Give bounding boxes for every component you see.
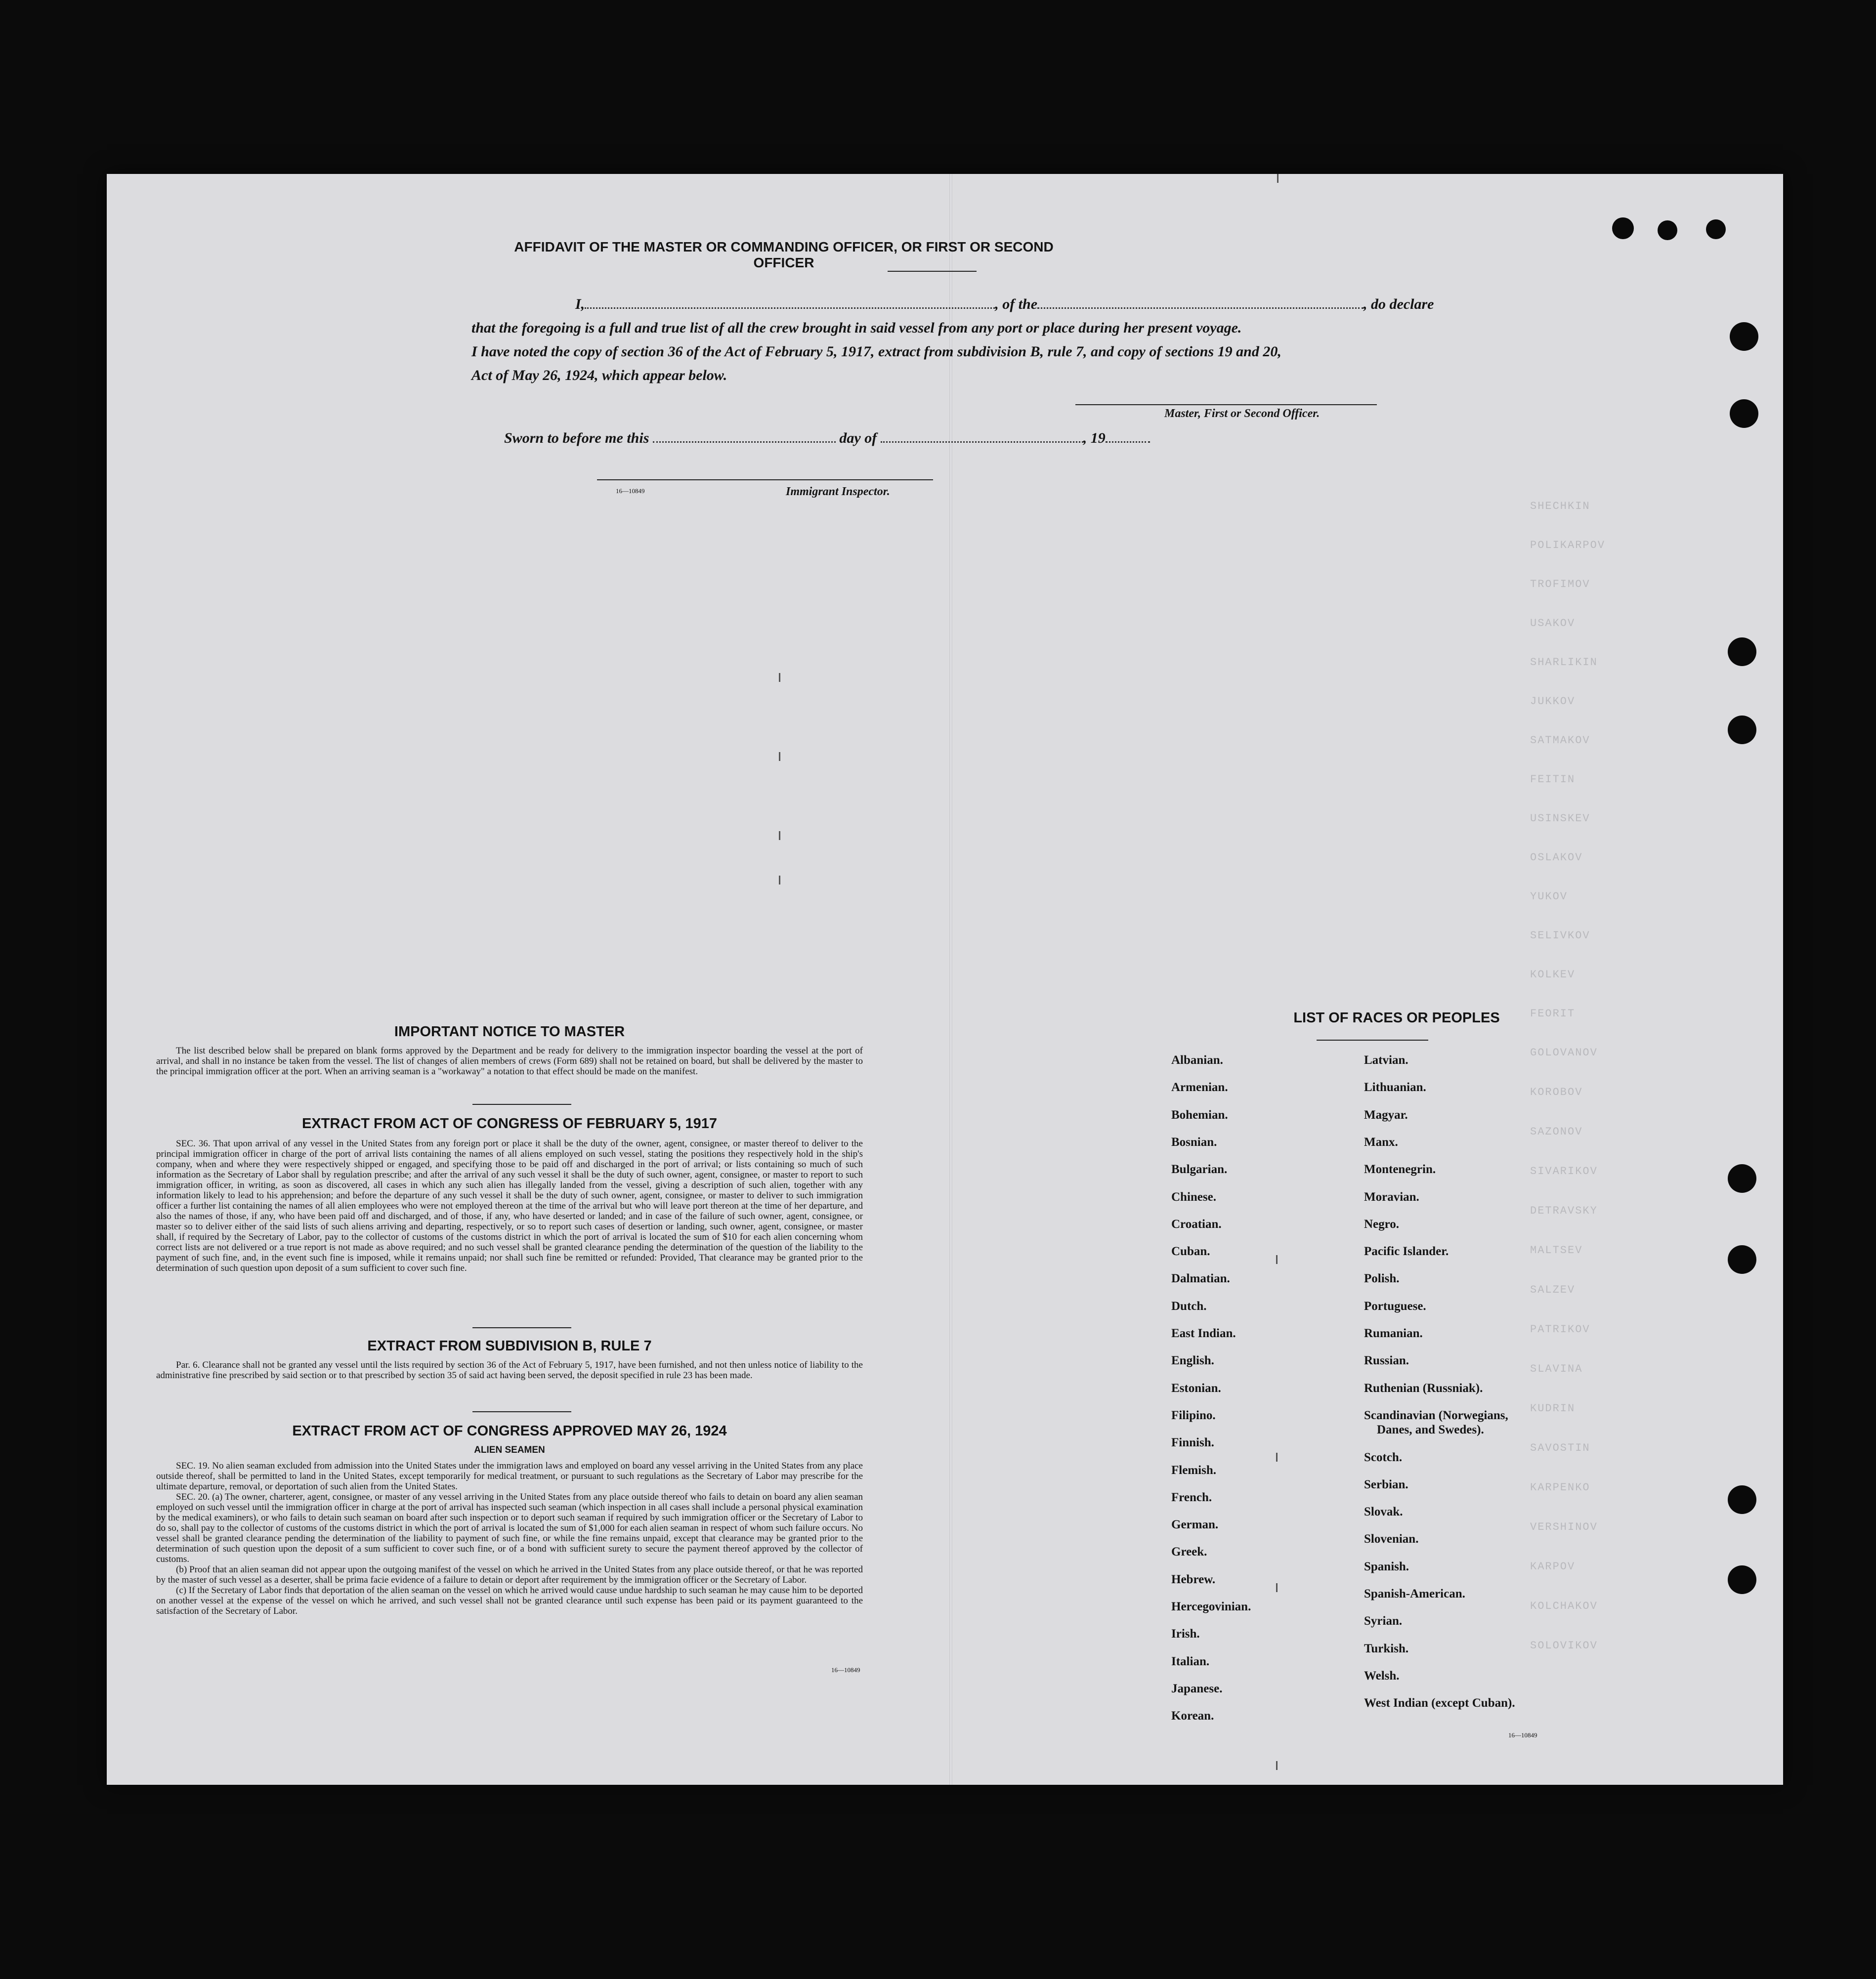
scan-mark — [1276, 1583, 1278, 1592]
race-item: Lithuanian. — [1364, 1081, 1426, 1095]
race-item: Chinese. — [1171, 1190, 1216, 1204]
race-item: Hebrew. — [1171, 1572, 1216, 1586]
race-item: West Indian (except Cuban). — [1364, 1696, 1515, 1710]
scan-mark — [1276, 1255, 1278, 1264]
race-item: Polish. — [1364, 1272, 1400, 1286]
race-item: Russian. — [1364, 1354, 1409, 1368]
race-item: French. — [1171, 1490, 1212, 1504]
punch-hole — [1706, 219, 1726, 239]
punch-hole — [1728, 1245, 1756, 1274]
race-item: Cuban. — [1171, 1245, 1210, 1259]
race-item: Estonian. — [1171, 1381, 1221, 1395]
of-the-label: , of the — [995, 296, 1038, 312]
bleed-through-name: FEORIT — [1530, 1008, 1576, 1020]
bleed-through-name: YUKOV — [1530, 890, 1568, 903]
name-field[interactable] — [585, 307, 995, 309]
sec-19: SEC. 19. No alien seaman excluded from admission into the United States under the immigration laws and employed on board any vessel arriving in the United States from any place outside thereof, shall be permitted to land in the United States, except temporarily for medical treatment, or pursuant to such regulations as the Secretary of Labor may prescribe for the ultimate departure, removal, or deportation of such alien from the United States. — [156, 1461, 863, 1492]
scan-mark — [1276, 1761, 1278, 1770]
sec-20-a: SEC. 20. (a) The owner, charterer, agent, consignee, or master of any vessel arriving in the United States from any place outside thereof who fails to detain on board any alien seaman employed on such vessel until the immigration officer in charge at the port of arrival has inspected such seaman (which inspection in all cases shall include a personal physical examination by the medical examiners), or who fails to detain such seaman on board after such inspection or to deport such seaman if required by such immigration officer or the Secretary of Labor to do so, shall pay to the collector of customs of the customs district in which the port of arrival is located the sum of $1,000 for each alien seaman in respect of whom such failure occurs. No vessel shall be granted clearance pending the determination of the liability to payment of such fine, or while the fine remains unpaid, except that clearance may be granted prior to the determination of such question upon the deposit of a sum sufficient to cover such fine, or of a bond with sufficient surety to secure the payment thereof approved by the collector of customs. — [156, 1492, 863, 1564]
race-item: German. — [1171, 1518, 1219, 1532]
master-signature-line[interactable] — [1075, 404, 1377, 405]
bleed-through-name: USAKOV — [1530, 617, 1576, 630]
race-item: Spanish-American. — [1364, 1587, 1465, 1600]
race-item: Welsh. — [1364, 1669, 1400, 1683]
race-item: Bulgarian. — [1171, 1163, 1228, 1177]
race-item: Bohemian. — [1171, 1108, 1228, 1122]
notice-title: IMPORTANT NOTICE TO MASTER — [394, 1024, 625, 1040]
affidavit-i: I, — [575, 296, 585, 312]
race-item: Syrian. — [1364, 1614, 1403, 1628]
affidavit-title-rule — [888, 271, 977, 272]
day-of-label: day of — [839, 430, 877, 446]
races-title-rule — [1317, 1040, 1428, 1041]
race-item: Greek. — [1171, 1545, 1207, 1559]
sworn-label: Sworn to before me this — [504, 430, 649, 446]
race-item: Croatian. — [1171, 1217, 1222, 1231]
subdivision-title: EXTRACT FROM SUBDIVISION B, RULE 7 — [367, 1338, 652, 1354]
punch-hole — [1728, 1565, 1756, 1594]
punch-hole — [1658, 220, 1677, 240]
extract-1917-body: SEC. 36. That upon arrival of any vessel in the United States from any foreign port or place it shall be the duty of the owner, agent, consignee, or master thereof to deliver to the principal immigration officer in charge of the port of arrival lists containing the names of all aliens employed on such vessel, stating the positions they respectively hold in the ship's company, when and where they were respectively shipped or engaged, and specifying those to be paid off and discharged in the port of arrival; or lists containing so much of such information as the Secretary of Labor shall by regulation prescribe; and after the arrival of any such vessel it shall be the duty of such owner, agent, consignee, or master to report to such immigration officer, in writing, as soon as discovered, all cases in which any such alien has illegally landed from the vessel, giving a description of such alien, together with any information likely to lead to his apprehension; and before the departure of any such vessel it shall be the duty of such owner, agent, consignee, or master to deliver to such immigration officer a further list containing the names of all alien employees who were not employed thereon at the time of the arrival but who will leave port thereon at the time of her departure, and also the names of those, if any, who have been paid off and discharged, and of those, if any, who have deserted or landed; and in case of the failure of such owner, agent, consignee, or master so to deliver either of the said lists of such aliens arriving and departing, respectively, or so to report such cases of desertion or landing, such owner, agent, consignee, or master shall, if required by the Secretary of Labor, pay to the collector of customs of the customs district in which the port of arrival is located the sum of $10 for each alien concerning whom correct lists are not delivered or a true report is not made as above required; and no such vessel shall be granted clearance pending the determination of the question of the liability to the payment of such fine, and, in the event such fine is imposed, while it remains unpaid; nor shall such fine be remitted or refunded: Provided, That clearance may be granted prior to the determination of such question upon deposit of a sum sufficient to cover such fine. — [156, 1138, 863, 1273]
race-item: Rumanian. — [1364, 1327, 1423, 1340]
vessel-field[interactable] — [1037, 307, 1364, 309]
bleed-through-name: VERSHINOV — [1530, 1521, 1598, 1533]
race-item: Hercegovinian. — [1171, 1600, 1251, 1613]
section-rule — [472, 1104, 571, 1105]
sworn-year-field[interactable] — [1106, 441, 1150, 443]
extract-1924-title: EXTRACT FROM ACT OF CONGRESS APPROVED MAY 26, 1924 — [292, 1423, 727, 1439]
race-item: Irish. — [1171, 1627, 1200, 1641]
punch-hole — [1728, 1485, 1756, 1514]
scan-mark — [779, 673, 780, 682]
race-item: Slovak. — [1364, 1505, 1403, 1519]
sec-20-b: (b) Proof that an alien seaman did not appear upon the outgoing manifest of the vessel on which he arrived in the United States from any place outside thereof, or that he was reported by the master of such vessel as a deserter, shall be prima facie evidence of a failure to detain or deport after requirement by the immigration officer or the Secretary of Labor. — [156, 1564, 863, 1585]
race-item: Italian. — [1171, 1654, 1210, 1668]
race-item: Danes, and Swedes). — [1377, 1423, 1484, 1437]
race-item: Ruthenian (Russniak). — [1364, 1381, 1483, 1395]
bleed-through-name: DETRAVSKY — [1530, 1205, 1598, 1217]
sworn-month-field[interactable] — [881, 441, 1083, 443]
affidavit-line-2: that the foregoing is a full and true list of all the crew brought in said vessel from any port or place during her present voyage. — [471, 320, 1242, 336]
punch-hole — [1728, 716, 1756, 744]
scan-mark — [779, 876, 780, 884]
race-item: East Indian. — [1171, 1327, 1236, 1340]
race-item: Portuguese. — [1364, 1299, 1426, 1313]
race-item: Korean. — [1171, 1709, 1214, 1723]
master-caption: Master, First or Second Officer. — [1164, 407, 1320, 420]
race-item: Dutch. — [1171, 1299, 1207, 1313]
bleed-through-name: SHECHKIN — [1530, 500, 1590, 512]
bleed-through-name: JUKKOV — [1530, 695, 1576, 708]
race-item: Scandinavian (Norwegians, — [1364, 1408, 1508, 1422]
affidavit-form-number: 16—10849 — [616, 487, 645, 495]
punch-hole — [1730, 322, 1758, 351]
bleed-through-name: SHARLIKIN — [1530, 656, 1598, 669]
bleed-through-name: KOLKEV — [1530, 968, 1576, 981]
punch-hole — [1730, 399, 1758, 428]
race-item: Negro. — [1364, 1217, 1400, 1231]
race-item: Pacific Islander. — [1364, 1245, 1449, 1259]
bleed-through-name: SOLOVIKOV — [1530, 1640, 1598, 1652]
affidavit-line-4: Act of May 26, 1924, which appear below. — [471, 367, 727, 383]
extract-form-number: 16—10849 — [831, 1666, 860, 1674]
bleed-through-name: SAVOSTIN — [1530, 1442, 1590, 1454]
sworn-line — [504, 430, 1150, 447]
race-item: Japanese. — [1171, 1682, 1223, 1695]
bleed-through-name: KOROBOV — [1530, 1086, 1583, 1098]
section-rule — [472, 1327, 571, 1328]
race-item: Filipino. — [1171, 1408, 1216, 1422]
bleed-through-name: KARPENKO — [1530, 1481, 1590, 1494]
affidavit-text — [471, 293, 1529, 387]
bleed-through-name: SELIVKOV — [1530, 929, 1590, 942]
race-item: English. — [1171, 1354, 1214, 1368]
race-item: Latvian. — [1364, 1053, 1408, 1067]
subdivision-body: Par. 6. Clearance shall not be granted any vessel until the lists required by section 36 of the Act of February 5, 1917, have been furnished, and not then unless notice of liability to the administrative fine prescribed by said section or to that prescribed by section 35 of said act having been served, the deposit specified in rule 23 has been made. — [156, 1360, 863, 1381]
bleed-through-name: OSLAKOV — [1530, 851, 1583, 864]
bleed-through-name: FEITIN — [1530, 773, 1576, 786]
race-item: Bosnian. — [1171, 1135, 1217, 1149]
bleed-through-name: KUDRIN — [1530, 1402, 1576, 1415]
alien-seamen-subtitle: ALIEN SEAMEN — [474, 1445, 545, 1455]
affidavit-title: AFFIDAVIT OF THE MASTER OR COMMANDING OFFICER, OR FIRST OR SECOND OFFICER — [514, 239, 1054, 270]
punch-hole — [1612, 217, 1634, 239]
bleed-through-name: SAZONOV — [1530, 1126, 1583, 1138]
bleed-through-name: MALTSEV — [1530, 1244, 1583, 1257]
bleed-through-name: POLIKARPOV — [1530, 539, 1606, 551]
scan-mark — [1276, 1453, 1278, 1462]
race-item: Finnish. — [1171, 1436, 1214, 1450]
race-item: Montenegrin. — [1364, 1163, 1436, 1177]
race-item: Manx. — [1364, 1135, 1398, 1149]
do-declare-label: , do declare — [1364, 296, 1434, 312]
bleed-through-name: KARPOV — [1530, 1560, 1576, 1573]
race-item: Spanish. — [1364, 1559, 1409, 1573]
document-sheet — [107, 174, 1783, 1785]
extract-1917-title: EXTRACT FROM ACT OF CONGRESS OF FEBRUARY 5, 1917 — [301, 1116, 718, 1132]
bleed-through-name: SIVARIKOV — [1530, 1165, 1598, 1178]
race-item: Turkish. — [1364, 1642, 1409, 1655]
sec-20-c: (c) If the Secretary of Labor finds that deportation of the alien seaman on the vessel on which he arrived would cause undue hardship to such seaman he may cause him to be deported on another vessel at the expense of the vessel on which he arrived, and such vessel shall not be granted clearance until such expense has been paid or its payment guaranteed to the satisfaction of the Secretary of Labor. — [156, 1585, 863, 1616]
inspector-signature-line[interactable] — [597, 479, 933, 480]
extract-1924-body — [156, 1461, 863, 1616]
race-item: Scotch. — [1364, 1450, 1403, 1464]
punch-hole — [1728, 1164, 1756, 1193]
race-item: Slovenian. — [1364, 1532, 1419, 1546]
bleed-through-name: SLAVINA — [1530, 1363, 1583, 1375]
affidavit-line-1 — [471, 293, 1529, 316]
race-item: Albanian. — [1171, 1053, 1223, 1067]
bleed-through-name: PATRIKOV — [1530, 1323, 1590, 1336]
section-rule — [472, 1411, 571, 1412]
bleed-through-name: USINSKEV — [1530, 812, 1590, 825]
race-item: Armenian. — [1171, 1081, 1228, 1095]
bleed-through-name: SATMAKOV — [1530, 734, 1590, 747]
race-item: Flemish. — [1171, 1463, 1216, 1477]
scan-mark — [1277, 174, 1279, 183]
race-item: Magyar. — [1364, 1108, 1408, 1122]
scan-mark — [779, 752, 780, 761]
inspector-caption: Immigrant Inspector. — [786, 485, 890, 498]
race-item: Dalmatian. — [1171, 1272, 1230, 1286]
page-fold — [949, 174, 952, 1785]
bleed-through-name: GOLOVANOV — [1530, 1047, 1598, 1059]
race-item: Moravian. — [1364, 1190, 1419, 1204]
notice-body: The list described below shall be prepared on blank forms approved by the Department and be ready for delivery to the immigration inspector boarding the vessel at the port of arrival, and shall in no instance be taken from the vessel. The list of changes of alien members of crews (Form 689) shall not be retained on board, but shall be delivered by the master to the principal immigration officer at the port. When an arriving seaman is a "workaway" a notation to that effect should be made on the manifest. — [156, 1046, 863, 1077]
race-item: Serbian. — [1364, 1477, 1408, 1491]
sworn-day-field[interactable] — [653, 441, 836, 443]
bleed-through-name: TROFIMOV — [1530, 578, 1590, 590]
races-title: LIST OF RACES OR PEOPLES — [1293, 1010, 1500, 1026]
affidavit-line-3: I have noted the copy of section 36 of the Act of February 5, 1917, extract from subdivision B, rule 7, and copy of sections 19 and 20, — [471, 343, 1281, 360]
year-label: , 19 — [1083, 430, 1106, 446]
punch-hole — [1728, 637, 1756, 666]
bleed-through-name: KOLCHAKOV — [1530, 1600, 1598, 1612]
scan-mark — [779, 831, 780, 840]
races-form-number: 16—10849 — [1508, 1731, 1537, 1739]
bleed-through-name: SALZEV — [1530, 1284, 1576, 1296]
